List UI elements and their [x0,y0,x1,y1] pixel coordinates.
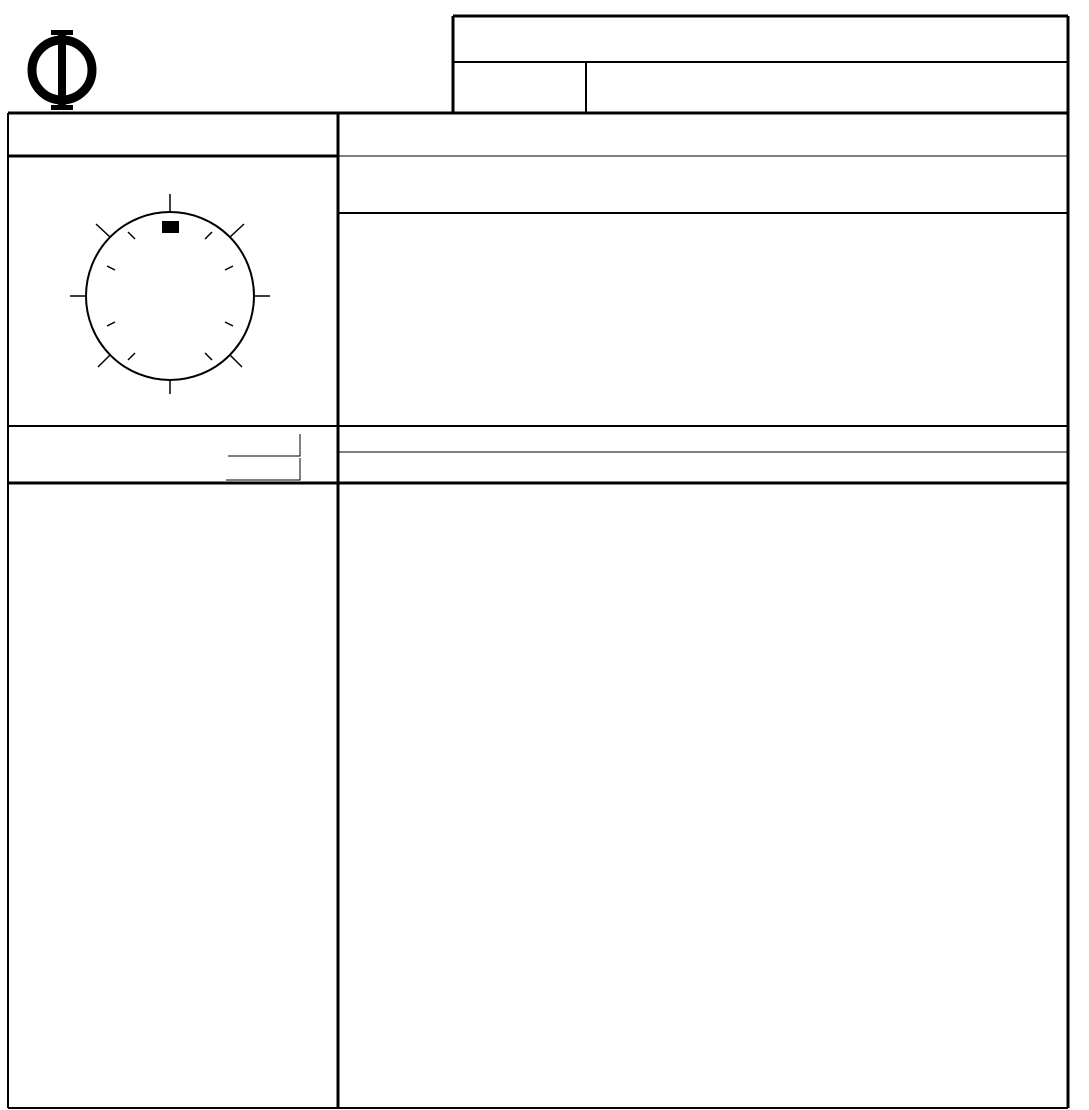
dial-pointer-icon [162,221,179,233]
escutcheon-dial [70,194,270,394]
